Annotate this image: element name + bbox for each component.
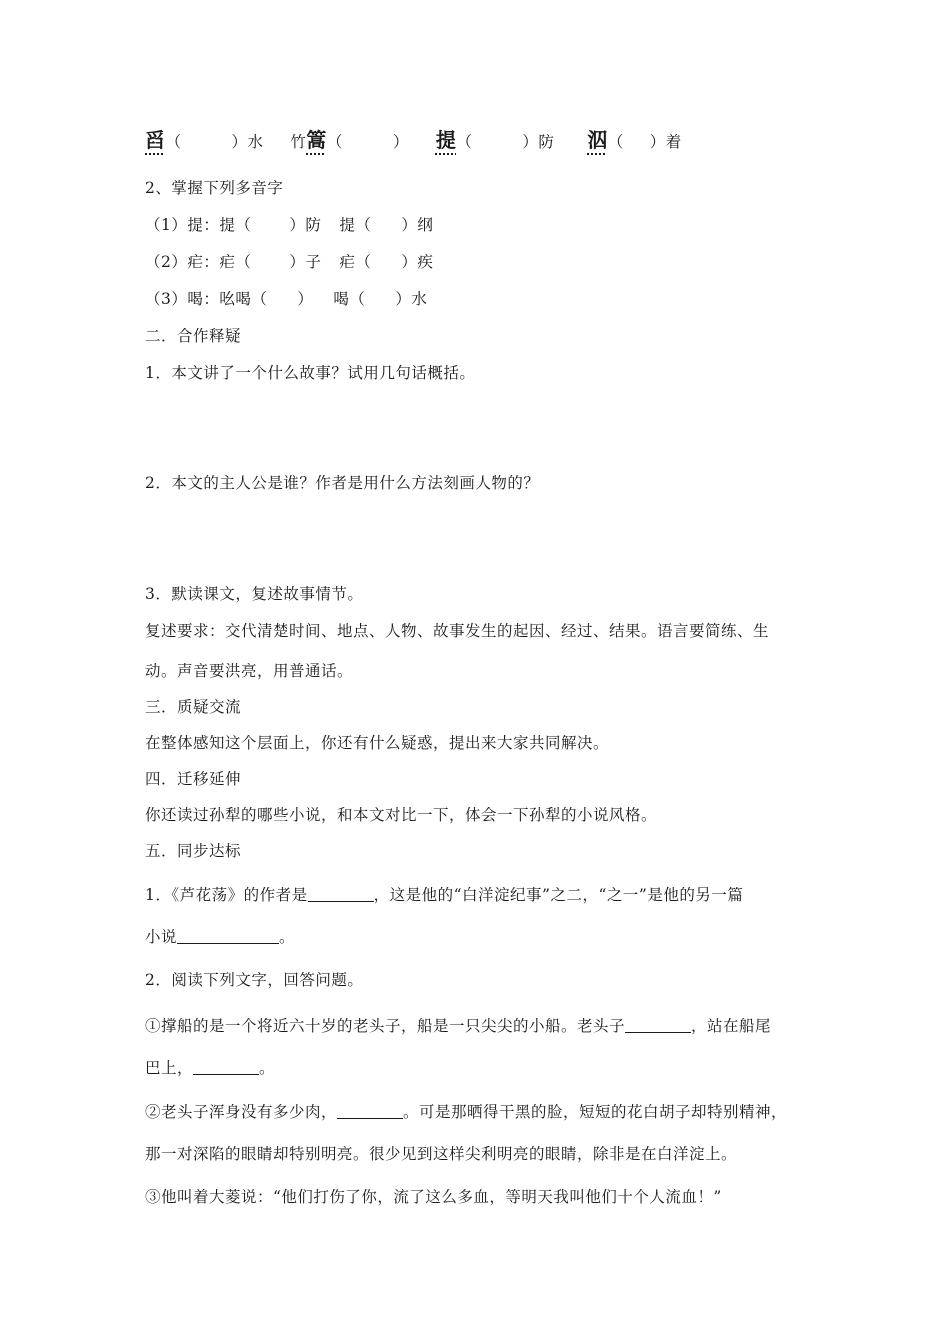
- fill-blank[interactable]: [177, 929, 279, 944]
- polyphone-title: 2、掌握下列多音字: [145, 179, 284, 197]
- polyphone-word: ）子: [289, 253, 322, 271]
- passage-1: [145, 1014, 771, 1036]
- polyphone-prefix: 提（: [339, 216, 372, 234]
- polyphone-word: ）水: [395, 290, 428, 308]
- retell-requirements: 复述要求：交代清楚时间、地点、人物、故事发生的起因、经过、结果。语言要简练、生: [145, 622, 770, 640]
- section-text: 在整体感知这个层面上，你还有什么疑惑，提出来大家共同解决。: [145, 734, 610, 752]
- polyphone-word: ）防: [289, 216, 322, 234]
- polyphone-prefix: （1）提：提（: [145, 216, 252, 234]
- exercise-2: 2．阅读下列文字，回答问题。: [145, 971, 364, 989]
- polyphone-item-1: [145, 213, 433, 235]
- passage-text: ，站在船尾: [691, 1017, 772, 1035]
- paren-close: ）防: [522, 133, 555, 151]
- paren-open: （: [607, 133, 624, 151]
- fill-blank[interactable]: [625, 1018, 691, 1033]
- pinyin-row: [145, 124, 682, 153]
- section-heading: 五．同步达标: [145, 842, 242, 860]
- fill-blank[interactable]: [308, 887, 374, 902]
- char-qiu: 泅: [587, 128, 608, 152]
- retell-requirements-cont: 动。声音要洪亮，用普通话。: [145, 662, 354, 680]
- paren-close: ）水: [231, 133, 264, 151]
- polyphone-word: ）纲: [401, 216, 434, 234]
- question-1: 1．本文讲了一个什么故事？试用几句话概括。: [145, 364, 476, 382]
- question-2: 2．本文的主人公是谁？作者是用什么方法刻画人物的？: [145, 474, 540, 492]
- char-ti: 提: [435, 128, 457, 152]
- passage-text: ②老头子浑身没有多少肉，: [145, 1103, 338, 1121]
- passage-2: [145, 1100, 787, 1122]
- exercise-text: 小说: [145, 928, 178, 946]
- polyphone-prefix: 喝（: [333, 290, 366, 308]
- polyphone-word: ）疾: [401, 253, 434, 271]
- exercise-1: [145, 883, 743, 905]
- char-zhu: 竹: [290, 133, 307, 151]
- fill-blank[interactable]: [337, 1104, 403, 1119]
- passage-text: 巴上，: [145, 1059, 194, 1077]
- question-3: 3．默读课文，复述故事情节。: [145, 585, 364, 603]
- polyphone-item-2: [145, 250, 433, 272]
- polyphone-prefix: （3）喝：吆喝（: [145, 290, 268, 308]
- passage-text: 。可是那晒得干黑的脸，短短的花白胡子却特别精神，: [403, 1103, 788, 1121]
- paren-open: （: [456, 133, 473, 151]
- char-yao: 舀: [145, 128, 166, 152]
- section-text: 你还读过孙犁的哪些小说，和本文对比一下，体会一下孙犁的小说风格。: [145, 806, 658, 824]
- paren-open: （: [326, 133, 343, 151]
- section-heading: 三．质疑交流: [145, 698, 242, 716]
- paren-close: ）: [392, 133, 409, 151]
- section-heading: 四．迁移延伸: [145, 770, 242, 788]
- polyphone-item-3: [145, 287, 427, 309]
- paren-open: （: [165, 133, 182, 151]
- passage-1-cont: [145, 1056, 275, 1078]
- exercise-text: 。: [279, 928, 296, 946]
- exercise-text: 1．《芦花荡》的作者是: [145, 886, 308, 904]
- exercise-1-cont: [145, 925, 295, 947]
- passage-3: ③他叫着大菱说：“他们打伤了你，流了这么多血，等明天我叫他们十个人流血！”: [145, 1188, 722, 1206]
- fill-blank[interactable]: [193, 1060, 259, 1075]
- polyphone-prefix: （2）疟：疟（: [145, 253, 252, 271]
- passage-text: ①撑船的是一个将近六十岁的老头子，船是一只尖尖的小船。老头子: [145, 1017, 626, 1035]
- section-heading: 二．合作释疑: [145, 327, 242, 345]
- passage-2-cont: 那一对深陷的眼睛却特别明亮。很少见到这样尖利明亮的眼睛，除非是在白洋淀上。: [145, 1145, 738, 1163]
- exercise-text: ，这是他的“白洋淀纪事”之二，“之一”是他的另一篇: [373, 886, 744, 904]
- polyphone-prefix: 疟（: [339, 253, 372, 271]
- polyphone-word: ）: [297, 290, 314, 308]
- char-gao: 篙: [306, 128, 327, 152]
- paren-close: ）着: [649, 133, 682, 151]
- passage-text: 。: [259, 1059, 276, 1077]
